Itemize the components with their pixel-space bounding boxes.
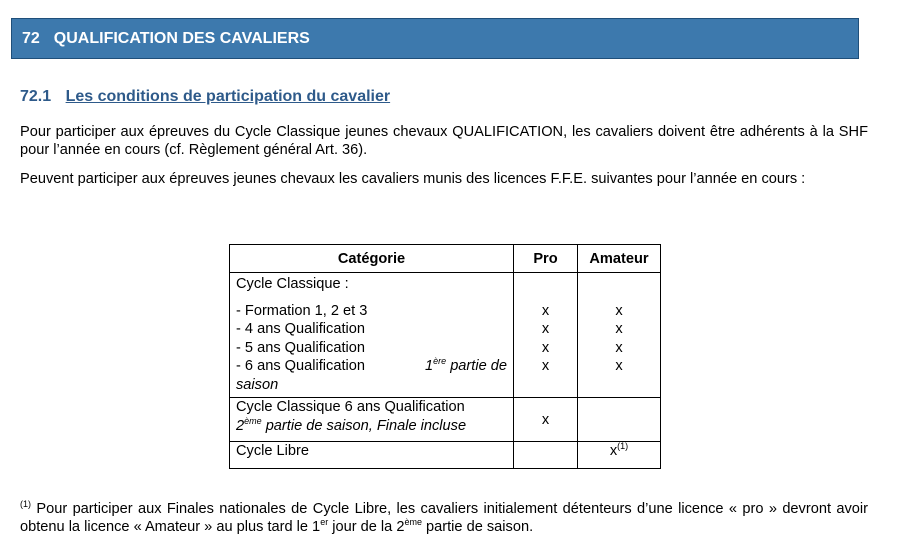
spacer bbox=[584, 275, 654, 294]
footnote-marker: (1) bbox=[20, 499, 31, 510]
category-cell bbox=[230, 442, 514, 469]
table-row bbox=[230, 273, 661, 398]
category-item-suffix bbox=[425, 357, 507, 376]
category-line-rest: partie de saison, Finale incluse bbox=[261, 417, 467, 434]
amateur-cell bbox=[578, 273, 661, 398]
header-pro: Pro bbox=[514, 245, 578, 273]
pro-mark: x bbox=[541, 321, 550, 337]
pro-cell bbox=[514, 273, 578, 398]
footnote-sup-1: er bbox=[320, 517, 329, 528]
header-categorie: Catégorie bbox=[230, 245, 514, 273]
amateur-cell bbox=[578, 442, 661, 469]
amateur-mark: x bbox=[615, 302, 623, 319]
footnote bbox=[20, 500, 868, 536]
category-item-cont: saison bbox=[236, 376, 279, 393]
category-item bbox=[236, 357, 507, 376]
subsection-heading bbox=[20, 88, 390, 106]
ordinal-number: 1 bbox=[425, 358, 434, 374]
footnote-sup-2: ème bbox=[404, 517, 422, 528]
category-cell bbox=[230, 273, 514, 398]
category-label: Cycle Libre bbox=[236, 443, 309, 459]
pro-mark: x bbox=[541, 411, 550, 428]
amateur-mark: x bbox=[609, 443, 618, 459]
amateur-mark: x bbox=[615, 358, 623, 374]
category-cell bbox=[230, 398, 514, 442]
amateur-mark: x bbox=[615, 339, 623, 356]
footnote-text-a: Pour participer aux Finales nationales de Cycle Libre, les cavaliers initialement détenteurs d’une licence « pro » devront avoir obtenu la licence « Amateur » au plus tard le 1 bbox=[20, 501, 868, 535]
ordinal-sup: ème bbox=[244, 415, 262, 426]
subsection-title: Les conditions de participation du cavalier bbox=[65, 88, 391, 105]
category-line: Cycle Classique 6 ans Qualification bbox=[236, 399, 465, 415]
category-item: - 4 ans Qualification bbox=[236, 321, 365, 337]
amateur-cell bbox=[578, 398, 661, 442]
paragraph-licences: Peuvent participer aux épreuves jeunes chevaux les cavaliers munis des licences F.F.E. suivantes pour l’année en cours : bbox=[20, 171, 806, 187]
amateur-mark: x bbox=[615, 321, 623, 337]
section-number: 72 bbox=[22, 29, 40, 47]
ordinal-rest: partie de bbox=[446, 358, 507, 374]
pro-mark: x bbox=[541, 339, 550, 356]
footnote-text-b: jour de la 2 bbox=[328, 519, 405, 535]
section-title: QUALIFICATION DES CAVALIERS bbox=[53, 29, 310, 47]
header-amateur: Amateur bbox=[578, 245, 661, 273]
category-line bbox=[236, 417, 507, 436]
table-row bbox=[230, 398, 661, 442]
footnote-ref: (1) bbox=[617, 441, 629, 452]
ordinal-number: 2 bbox=[236, 417, 245, 434]
subsection-number: 72.1 bbox=[20, 88, 52, 105]
section-header bbox=[11, 18, 859, 59]
category-item: - 5 ans Qualification bbox=[236, 339, 365, 356]
category-item: - Formation 1, 2 et 3 bbox=[236, 302, 368, 319]
category-heading: Cycle Classique : bbox=[236, 276, 349, 292]
category-item-label: - 6 ans Qualification bbox=[236, 358, 365, 374]
pro-cell bbox=[514, 442, 578, 469]
licence-table bbox=[229, 244, 661, 469]
table-header-row bbox=[230, 245, 661, 273]
ordinal-sup: ère bbox=[433, 356, 447, 367]
pro-mark: x bbox=[541, 358, 550, 374]
pro-cell bbox=[514, 398, 578, 442]
spacer bbox=[520, 275, 571, 294]
table-row bbox=[230, 442, 661, 469]
pro-mark: x bbox=[541, 302, 550, 319]
paragraph-membership: Pour participer aux épreuves du Cycle Classique jeunes chevaux QUALIFICATION, les cavaliers doivent être adhérents à la SHF pour l’année en cours (cf. Règlement général Art. 36). bbox=[20, 124, 868, 158]
footnote-text-c: partie de saison. bbox=[421, 519, 534, 535]
